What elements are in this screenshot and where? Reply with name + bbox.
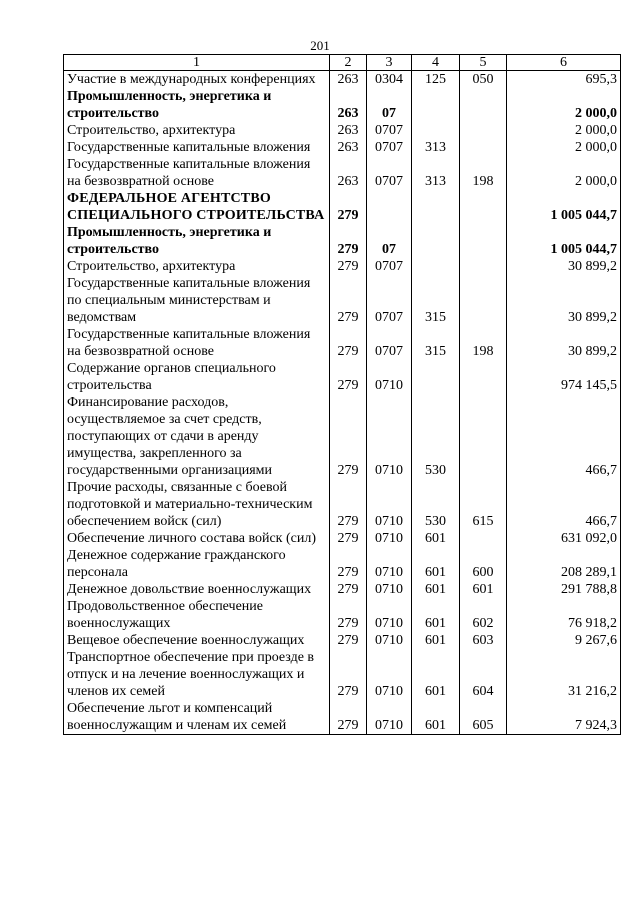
row-code-4: 601 [412,632,460,649]
row-code-4: 601 [412,581,460,598]
header-col-3: 3 [367,55,412,71]
row-code-4 [412,190,460,224]
row-code-5 [460,530,507,547]
table-row [64,360,621,394]
row-name: Государственные капитальные вложения [64,139,330,156]
row-code-2: 279 [330,581,367,598]
row-code-4: 315 [412,326,460,360]
row-code-3: 0710 [367,649,412,700]
row-code-4: 601 [412,547,460,581]
row-amount: 466,7 [507,394,621,479]
row-code-5 [460,88,507,122]
row-code-4 [412,258,460,275]
table-row [64,71,621,89]
page-number: 201 [310,38,330,53]
row-amount: 76 918,2 [507,598,621,632]
table-row [64,156,621,190]
row-amount: 695,3 [507,71,621,89]
row-code-2: 263 [330,139,367,156]
row-code-5 [460,224,507,258]
row-code-5 [460,258,507,275]
row-name: Государственные капитальные вложения на безвозвратной основе [64,156,330,190]
row-code-5 [460,275,507,326]
row-name: Государственные капитальные вложения по специальным министерствам и ведомствам [64,275,330,326]
row-code-3: 0710 [367,581,412,598]
row-code-2: 263 [330,88,367,122]
row-name: Содержание органов специального строительства [64,360,330,394]
row-amount: 974 145,5 [507,360,621,394]
table-row [64,224,621,258]
row-code-5: 604 [460,649,507,700]
header-col-6: 6 [507,55,621,71]
row-code-3: 0710 [367,394,412,479]
row-code-4: 315 [412,275,460,326]
row-amount: 631 092,0 [507,530,621,547]
row-code-3: 0710 [367,700,412,735]
row-code-2: 279 [330,700,367,735]
row-code-2: 279 [330,649,367,700]
row-code-5 [460,360,507,394]
row-code-2: 279 [330,632,367,649]
row-name: Финансирование расходов, осуществляемое за счет средств, поступающих от сдачи в аренду имущества, закрепленного за государственными организациями [64,394,330,479]
row-code-3: 0707 [367,258,412,275]
row-amount: 2 000,0 [507,122,621,139]
row-amount: 1 005 044,7 [507,224,621,258]
row-code-4: 313 [412,139,460,156]
row-code-3: 0710 [367,360,412,394]
table-row [64,479,621,530]
table-row [64,139,621,156]
row-name: Строительство, архитектура [64,122,330,139]
row-code-2: 279 [330,190,367,224]
row-code-3: 0710 [367,598,412,632]
row-amount: 2 000,0 [507,139,621,156]
row-code-2: 279 [330,530,367,547]
row-code-4 [412,224,460,258]
row-amount: 208 289,1 [507,547,621,581]
row-code-3: 0707 [367,275,412,326]
row-code-5: 603 [460,632,507,649]
table-row [64,258,621,275]
row-code-5 [460,139,507,156]
row-amount: 30 899,2 [507,326,621,360]
row-code-5: 600 [460,547,507,581]
row-code-3: 0707 [367,122,412,139]
table-row [64,394,621,479]
row-code-5: 050 [460,71,507,89]
row-code-5 [460,122,507,139]
row-code-5: 601 [460,581,507,598]
row-code-2: 279 [330,547,367,581]
row-name: Денежное содержание гражданского персонала [64,547,330,581]
row-code-4 [412,360,460,394]
row-code-3: 0710 [367,479,412,530]
table-row [64,547,621,581]
row-name: ФЕДЕРАЛЬНОЕ АГЕНТСТВО СПЕЦИАЛЬНОГО СТРОИТЕЛЬСТВА [64,190,330,224]
row-code-4: 601 [412,649,460,700]
row-code-5 [460,190,507,224]
row-code-5: 605 [460,700,507,735]
table-row [64,275,621,326]
table-row [64,190,621,224]
row-code-2: 279 [330,394,367,479]
row-name: Государственные капитальные вложения на безвозвратной основе [64,326,330,360]
table-row [64,122,621,139]
row-code-5: 602 [460,598,507,632]
table-row [64,581,621,598]
row-code-4: 530 [412,394,460,479]
row-name: Обеспечение льгот и компенсаций военнослужащим и членам их семей [64,700,330,735]
row-code-3: 0304 [367,71,412,89]
row-code-2: 279 [330,258,367,275]
row-code-5: 198 [460,156,507,190]
row-code-4: 601 [412,530,460,547]
row-name: Прочие расходы, связанные с боевой подготовкой и материально-техническим обеспечением войск (сил) [64,479,330,530]
row-code-3: 0707 [367,139,412,156]
row-code-3: 07 [367,88,412,122]
row-amount: 291 788,8 [507,581,621,598]
row-amount: 31 216,2 [507,649,621,700]
row-amount: 9 267,6 [507,632,621,649]
row-name: Промышленность, энергетика и строительство [64,224,330,258]
table-row [64,88,621,122]
row-amount: 7 924,3 [507,700,621,735]
row-amount: 30 899,2 [507,275,621,326]
row-code-4: 125 [412,71,460,89]
row-code-2: 279 [330,275,367,326]
row-code-2: 279 [330,224,367,258]
table-body [64,71,621,735]
table-header-row [64,55,621,71]
row-name: Вещевое обеспечение военнослужащих [64,632,330,649]
row-code-2: 263 [330,71,367,89]
row-amount: 2 000,0 [507,156,621,190]
row-code-5: 615 [460,479,507,530]
table-row [64,649,621,700]
table-row [64,598,621,632]
header-col-4: 4 [412,55,460,71]
header-col-1: 1 [64,55,330,71]
row-code-3: 0707 [367,326,412,360]
row-code-5: 198 [460,326,507,360]
budget-table [63,54,621,735]
row-code-4: 530 [412,479,460,530]
row-code-4: 313 [412,156,460,190]
row-code-2: 279 [330,360,367,394]
row-code-4: 601 [412,700,460,735]
row-name: Денежное довольствие военнослужащих [64,581,330,598]
row-code-3 [367,190,412,224]
header-col-2: 2 [330,55,367,71]
table-row [64,530,621,547]
table-row [64,632,621,649]
row-code-3: 0710 [367,632,412,649]
row-code-3: 0710 [367,530,412,547]
row-code-2: 279 [330,326,367,360]
row-amount: 30 899,2 [507,258,621,275]
row-amount: 2 000,0 [507,88,621,122]
row-amount: 1 005 044,7 [507,190,621,224]
row-code-3: 0710 [367,547,412,581]
row-name: Строительство, архитектура [64,258,330,275]
row-amount: 466,7 [507,479,621,530]
row-code-4 [412,122,460,139]
row-code-2: 263 [330,122,367,139]
row-name: Продовольственное обеспечение военнослужащих [64,598,330,632]
row-code-3: 07 [367,224,412,258]
row-name: Транспортное обеспечение при проезде в отпуск и на лечение военнослужащих и членов их семей [64,649,330,700]
row-name: Участие в международных конференциях [64,71,330,89]
header-col-5: 5 [460,55,507,71]
row-code-2: 279 [330,598,367,632]
row-name: Промышленность, энергетика и строительство [64,88,330,122]
table-row [64,700,621,735]
row-code-4: 601 [412,598,460,632]
row-code-4 [412,88,460,122]
row-code-2: 279 [330,479,367,530]
row-code-5 [460,394,507,479]
row-name: Обеспечение личного состава войск (сил) [64,530,330,547]
row-code-2: 263 [330,156,367,190]
table-row [64,326,621,360]
row-code-3: 0707 [367,156,412,190]
